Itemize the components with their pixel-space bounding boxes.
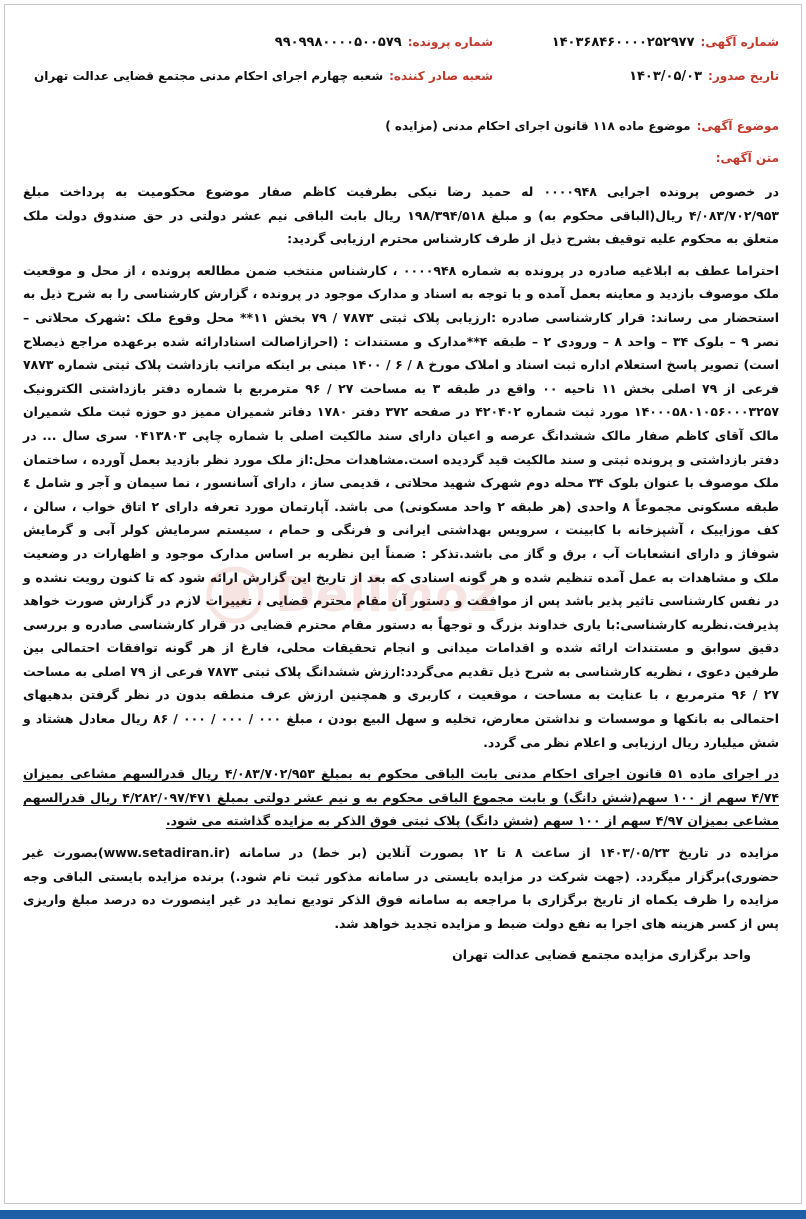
- signature: واحد برگزاری مزایده مجتمع قضایی عدالت تهران: [452, 947, 751, 963]
- paragraph-auction-terms: [23, 841, 779, 935]
- setadiran-link[interactable]: www.setadiran.ir: [103, 845, 225, 861]
- notice-number-label: شماره آگهی:: [700, 35, 779, 49]
- paragraph-case-summary: در خصوص پرونده اجرایی ۰۰۰۰۹۴۸ له حمید رضا نیکی بطرفیت کاظم صفار موضوع محکومیت به پرداخت مبلغ ۴/۰۸۳/۷۰۲/۹۵۳ ریال(الباقی محکوم به) و مبلغ ۱۹۸/۳۹۴/۵۱۸ ریال بابت الباقی نیم عشر دولتی در حق صندوق دولت ملک متعلق به محکوم علیه توقیف بشرح ذیل از طرف کارشناس محترم ارزیابی گردید:: [23, 184, 779, 247]
- issuer-block: [23, 69, 493, 83]
- issue-date-block: [529, 69, 779, 84]
- file-number-label: شماره پرونده:: [407, 35, 493, 49]
- subject-label: موضوع آگهی:: [696, 119, 779, 133]
- subject-value: موضوع ماده ۱۱۸ قانون اجرای احکام مدنی (مزایده ): [385, 119, 691, 133]
- file-number-block: [23, 35, 493, 50]
- subject-row: [23, 119, 779, 133]
- notice-number: ۱۴۰۳۶۸۴۶۰۰۰۰۲۵۲۹۷۷: [551, 35, 695, 50]
- header-row-2: [23, 69, 779, 103]
- issuer-label: شعبه صادر کننده:: [389, 69, 493, 83]
- header-row-1: [23, 35, 779, 69]
- notice-number-block: [529, 35, 779, 50]
- body-label: متن آگهی:: [715, 151, 779, 165]
- auction-terms-part-2: )بصورت غیر حضوری)برگزار میگردد. (جهت شرکت در مزایده بایستی در سامانه مذکور ثبت نام شود.) برنده مزایده بایستی الباقی وجه مزایده را ظرف یکماه از تاریخ برگزاری با مراجعه به سامانه فوق الذکر توديع نمايد در غیر اینصورت ده درصد مبلغ واریزی پس از کسر هزینه های اجرا به نفع دولت ضبط و مزایده تجدید خواهد شد.: [23, 845, 779, 931]
- bottom-bar: [0, 1210, 806, 1219]
- issue-date: ۱۴۰۳/۰۵/۰۳: [629, 69, 703, 84]
- issue-date-label: تاریخ صدور:: [708, 69, 779, 83]
- issuer-name: شعبه چهارم اجرای احکام مدنی مجتمع قضایی عدالت تهران: [34, 69, 384, 83]
- notice-document: [4, 4, 802, 1204]
- auction-terms-part-1: مزایده در تاریخ ۱۴۰۳/۰۵/۲۳ از ساعت ۸ تا ۱۲ بصورت آنلاین (بر خط) در سامانه (: [224, 845, 779, 861]
- paragraph-expert-report: احتراما عطف به ابلاغیه صادره در پرونده به شماره ۰۰۰۰۹۴۸ ، کارشناس منتخب ضمن مطالعه پرونده ، از محل و موقعیت ملک موصوف بازدید و معاینه بعمل آمده و با توجه به اسناد و مدارک موجود در پرونده ، گزارش کارشناسی را به شرح ذیل به استحضار می رساند: قرار کارشناسی صادره :ارزیابی پلاک ثبتی ۷۸۷۳ / ۷۹ بخش ۱۱** محل وقوع ملک :شهرک محلاتی – نصر ۹ – بلوک ۳۴ – واحد ۸ – ورودی ۲ – طبقه ۴**مدارک و مستندات : (احرازاصالت اسنادارائه شده برعهده مراجع ذیصلاح است) تصویر پاسخ استعلام اداره ثبت اسناد و املاک مورخ ۸ / ۶ / ۱۴۰۰ مبنی بر اینکه مراتب بازداشت پلاک ثبتی شماره ۷۸۷۳ فرعی از ۷۹ اصلی بخش ۱۱ ناحیه ۰۰ واقع در طبقه ۳ به مساحت ۲۷ / ۹۶ مترمربع با شماره دفتر بازداشتی الکترونیک ۱۴۰۰۰۵۸۰۱۰۵۶۰۰۰۳۲۵۷ مورد ثبت شماره ۴۲۰۴۰۲ در صفحه ۳۷۲ دفتر ۱۷۸۰ دفاتر شمیران ممیز دو حوزه ثبت ملک شمیران مالک آقای کاظم صفار مالک ششدانگ عرصه و اعیان دارای سند مالکیت اصلی با شماره چاپی ۰۴۱۳۸۰۳ سری سال ... در دفتر بازداشتی و پرونده ثبتی و سند مالکیت قید گردیده است.مشاهدات محل:از ملک مورد نظر بازدید بعمل آورده ، ساختمان ملک موصوف با عنوان بلوک ۳۴ محله دوم شهرک شهید محلاتی ، قدیمی ساز ، دارای آسانسور ، نما سیمان و آجر و شامل ٤ طبقه مسکونی مجموعاً ۸ واحدی (هر طبقه ۲ واحد مسکونی) می باشد. آپارتمان مورد تعرفه دارای ۲ اتاق خواب ، سالن ، کف موزاییک ، آشپزخانه با کابینت ، سرویس بهداشتی ایرانی و فرنگی و حمام ، سیستم سرمایش کولر آبی و گرمایش شوفاژ و دارای انشعابات آب ، برق و گاز می باشد.تذکر : ضمناً این نظریه بر اساس مدارک موجود و اظهارات در وضعیت ملک و مشاهدات به عمل آمده تنظیم شده و هر گونه اسنادی که بعد از تاریخ این گزارش ارائه شود که تا کنون رویت نشده و در نفس کارشناسی تاثیر پذیر باشد پس از موافقت و دستور آن مقام محترم قضایی ، تغییرات لازم در گزارش صورت خواهد پذیرفت.نظریه کارشناسی:با یاری خداوند بزرگ و توجهاً به دستور مقام محترم قضایی در قرار کارشناسی صادره و بررسی دقیق سوابق و مستندات ارائه شده و اقدامات میدانی و انجام تحقیقات محلی، فارغ از هر گونه توافقات احتمالی بین طرفین دعوی ، نظریه کارشناسی به شرح ذیل تقدیم می‌گردد:ارزش ششدانگ پلاک ثبتی ۷۸۷۳ فرعی از ۷۹ اصلی به مساحت ۲۷ / ۹۶ مترمربع ، با عنایت به مساحت ، موقعیت ، کاربری و همچنین ارزش عرف منطقه بدون در نظر گرفتن بدهیهای احتمالی به بانکها و موسسات و نداشتن معارض، تخلیه و سهل البیع بودن ، مبلغ ۰۰۰ / ۰۰۰ / ۰۰۰ / ۸۶ ریال معادل هشتاد و شش میلیارد ریال ارزیابی و اعلام نظر می گردد.: [23, 262, 780, 750]
- body-label-row: [23, 147, 779, 166]
- file-number: ۹۹۰۹۹۸۰۰۰۰۵۰۰۵۷۹: [274, 35, 402, 50]
- paragraph-share-auction: در اجرای ماده ۵۱ قانون اجرای احکام مدنی بابت الباقی محکوم به بمبلغ ۴/۰۸۳/۷۰۲/۹۵۳ ریال قدرالسهم مشاعی بمیزان ۴/۷۴ سهم از ۱۰۰ سهم(شش دانگ) و بابت مجموع الباقی محکوم به و نیم عشر دولتی بمبلغ ۴/۲۸۲/۰۹۷/۴۷۱ ریال قدرالسهم مشاعی بمیزان ۴/۹۷ سهم از ۱۰۰ سهم (شش دانگ) پلاک ثبتی فوق الذکر به مزایده گذاشته می شود.: [23, 766, 779, 829]
- watermark-text: Dellmoz: [275, 567, 499, 623]
